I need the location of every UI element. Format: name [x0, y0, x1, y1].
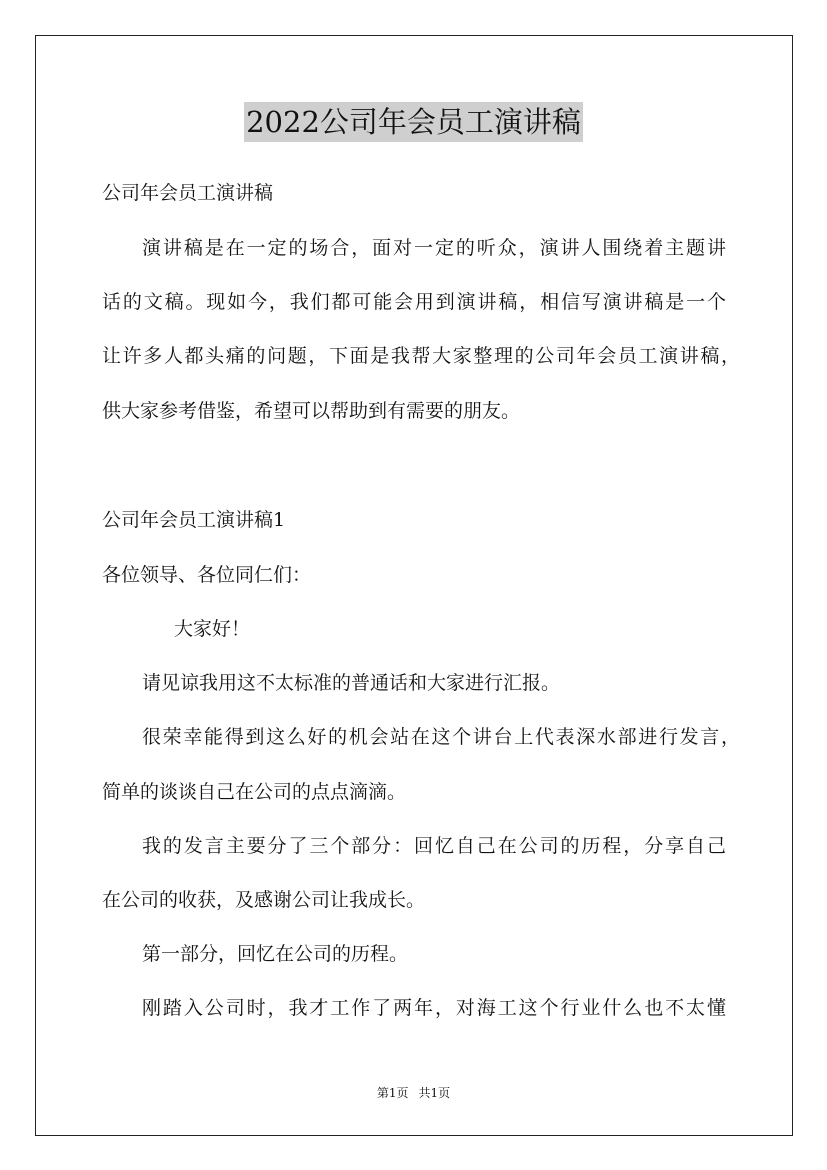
salutation: 各位领导、各位同仁们： — [102, 564, 312, 586]
intro-line-3: 让许多人都头痛的问题，下面是我帮大家整理的公司年会员工演讲稿， — [102, 345, 740, 367]
section-heading: 公司年会员工演讲稿1 — [102, 509, 286, 531]
body-line-4: 我的发言主要分了三个部分：回忆自己在公司的历程，分享自己 — [142, 835, 726, 857]
body-line-5: 在公司的收获，及感谢公司让我成长。 — [102, 889, 426, 911]
intro-line-1: 演讲稿是在一定的场合，面对一定的听众，演讲人围绕着主题讲 — [142, 237, 726, 259]
intro-line-2: 话的文稿。现如今，我们都可能会用到演讲稿，相信写演讲稿是一个 — [102, 291, 726, 313]
page-number: 第1页 — [376, 1086, 409, 1100]
body-line-7: 刚踏入公司时，我才工作了两年，对海工这个行业什么也不太懂 — [142, 997, 726, 1019]
body-line-3: 简单的谈谈自己在公司的点点滴滴。 — [102, 781, 407, 803]
page-footer — [0, 1085, 827, 1101]
intro-line-4: 供大家参考借鉴，希望可以帮助到有需要的朋友。 — [102, 400, 521, 422]
document-subtitle: 公司年会员工演讲稿 — [102, 182, 274, 204]
document-title: 2022公司年会员工演讲稿 — [244, 102, 583, 142]
greeting: 大家好！ — [174, 618, 251, 640]
page-total: 共1页 — [418, 1086, 451, 1100]
body-line-6: 第一部分，回忆在公司的历程。 — [142, 943, 409, 965]
body-line-1: 请见谅我用这不太标准的普通话和大家进行汇报。 — [142, 672, 561, 694]
body-line-2: 很荣幸能得到这么好的机会站在这个讲台上代表深水部进行发言， — [142, 726, 740, 748]
title-container — [0, 102, 827, 142]
